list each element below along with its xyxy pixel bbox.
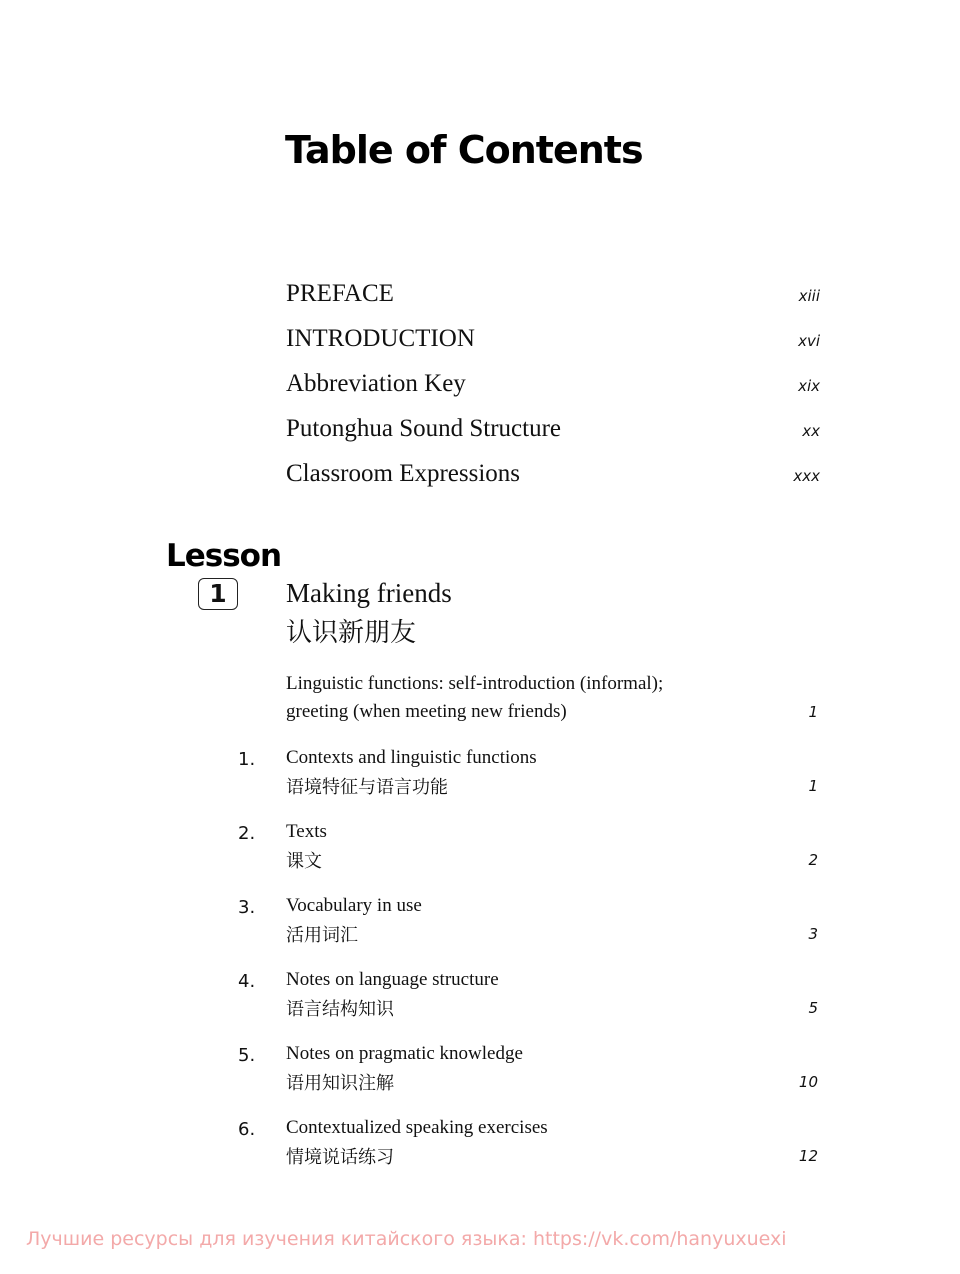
toc-page-number: xix xyxy=(798,377,820,395)
toc-label: Classroom Expressions xyxy=(286,460,521,487)
toc-page-number: xx xyxy=(802,422,820,440)
lesson-title-english[interactable]: Making friends xyxy=(286,578,452,608)
entry-number: 1. xyxy=(238,749,256,770)
toc-label: INTRODUCTION xyxy=(286,325,475,352)
toc-page-number: xxx xyxy=(793,467,820,485)
entry-title-english: Texts xyxy=(286,821,327,842)
entry-number: 5. xyxy=(238,1045,256,1066)
entry-title-english: Contextualized speaking exercises xyxy=(286,1117,548,1138)
toc-row-introduction[interactable] xyxy=(286,325,820,353)
entry-title-english: Notes on pragmatic knowledge xyxy=(286,1043,523,1064)
toc-page-number: 10 xyxy=(798,1073,818,1091)
entry-number: 2. xyxy=(238,823,256,844)
toc-label: Abbreviation Key xyxy=(286,370,466,397)
entry-title-english: Vocabulary in use xyxy=(286,895,422,916)
toc-row-putonghua-sound-structure[interactable] xyxy=(286,415,820,443)
entry-title-english: Contexts and linguistic functions xyxy=(286,747,537,768)
toc-label: PREFACE xyxy=(286,280,394,307)
toc-row-abbreviation-key[interactable] xyxy=(286,370,820,398)
toc-row-classroom-expressions[interactable] xyxy=(286,460,820,488)
toc-page-number: 12 xyxy=(798,1147,818,1165)
entry-title-chinese: 语言结构知识 xyxy=(286,999,394,1020)
lesson-heading: Lesson xyxy=(166,538,282,574)
page-title: Table of Contents xyxy=(285,128,643,172)
watermark-link[interactable]: Лучшие ресурсы для изучения китайского языка: https://vk.com/hanyuxuexi xyxy=(26,1228,787,1250)
linguistic-functions-line2: greeting (when meeting new friends) xyxy=(286,701,567,722)
toc-row-preface[interactable] xyxy=(286,280,820,308)
toc-page-number: 3 xyxy=(808,925,818,943)
toc-label: Putonghua Sound Structure xyxy=(286,415,561,442)
toc-page-number: 1 xyxy=(808,703,818,721)
entry-number: 3. xyxy=(238,897,256,918)
entry-title-chinese: 课文 xyxy=(286,851,322,872)
entry-title-chinese: 语用知识注解 xyxy=(286,1073,394,1094)
toc-page-number: 1 xyxy=(808,777,818,795)
lesson-title-chinese: 认识新朋友 xyxy=(286,618,417,648)
toc-page-number: xiii xyxy=(798,287,820,305)
lesson-number-badge: 1 xyxy=(198,578,238,610)
entry-number: 6. xyxy=(238,1119,256,1140)
entry-title-chinese: 活用词汇 xyxy=(286,925,358,946)
entry-number: 4. xyxy=(238,971,256,992)
toc-page-number: 2 xyxy=(808,851,818,869)
linguistic-functions-line1: Linguistic functions: self-introduction (informal); xyxy=(286,673,664,694)
entry-title-chinese: 情境说话练习 xyxy=(286,1147,394,1168)
entry-title-chinese: 语境特征与语言功能 xyxy=(286,777,448,798)
entry-title-english: Notes on language structure xyxy=(286,969,499,990)
toc-page-number: xvi xyxy=(798,332,820,350)
toc-page-number: 5 xyxy=(808,999,818,1017)
